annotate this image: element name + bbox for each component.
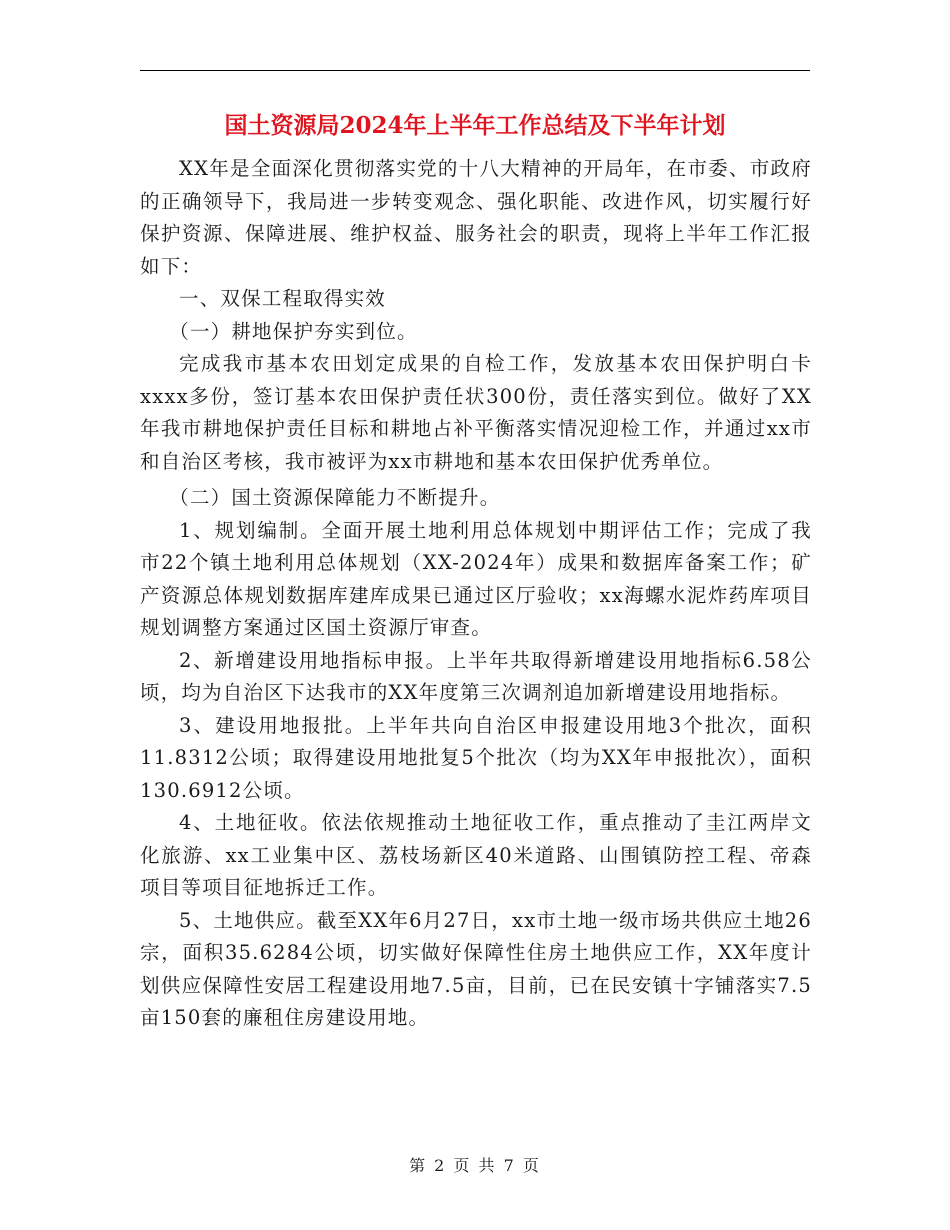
item-paragraph-1: 1、规划编制。全面开展土地利用总体规划中期评估工作；完成了我市22个镇土地利用总体规划（XX-2024年）成果和数据库备案工作；矿产资源总体规划数据库建库成果已通过区厅验收；xx海螺水泥炸药库项目规划调整方案通过区国土资源厅审查。 — [140, 518, 812, 639]
item-paragraph-5: 5、土地供应。截至XX年6月27日，xx市土地一级市场共供应土地26宗，面积35.6284公顷，切实做好保障性住房土地供应工作，XX年度计划供应保障性安居工程建设用地7.5亩，目前，已在民安镇十字铺落实7.5亩150套的廉租住房建设用地。 — [140, 908, 812, 1029]
intro-paragraph: XX年是全面深化贯彻落实党的十八大精神的开局年，在市委、市政府的正确领导下，我局进一步转变观念、强化职能、改进作风，切实履行好保护资源、保障进展、维护权益、服务社会的职责，现将上半年工作汇报如下： — [140, 157, 812, 278]
document-title: 国土资源局2024年上半年工作总结及下半年计划 — [224, 112, 726, 139]
item-paragraph-2: 2、新增建设用地指标申报。上半年共取得新增建设用地指标6.58公顷，均为自治区下达我市的XX年度第三次调剂追加新增建设用地指标。 — [140, 648, 812, 704]
body-paragraph-farmland: 完成我市基本农田划定成果的自检工作，发放基本农田保护明白卡xxxx多份，签订基本农田保护责任状300份，责任落实到位。做好了XX年我市耕地保护责任目标和耕地占补平衡落实情况迎检工作，并通过xx市和自治区考核，我市被评为xx市耕地和基本农田保护优秀单位。 — [140, 352, 812, 473]
item-paragraph-3: 3、建设用地报批。上半年共向自治区申报建设用地3个批次，面积11.8312公顷；取得建设用地批复5个批次（均为XX年申报批次），面积130.6912公顷。 — [140, 713, 812, 802]
item-paragraph-4: 4、土地征收。依法依规推动土地征收工作，重点推动了圭江两岸文化旅游、xx工业集中区、荔枝场新区40米道路、山围镇防控工程、帝森项目等项目征地拆迁工作。 — [140, 811, 812, 899]
section-heading-1: 一、双保工程取得实效 — [179, 287, 387, 310]
document-body — [140, 153, 812, 1035]
subsection-heading-2: （二）国土资源保障能力不断提升。 — [169, 486, 501, 509]
subsection-heading-1: （一）耕地保护夯实到位。 — [169, 319, 418, 343]
header-rule — [140, 70, 810, 71]
page-number: 第 2 页 共 7 页 — [409, 1156, 541, 1175]
